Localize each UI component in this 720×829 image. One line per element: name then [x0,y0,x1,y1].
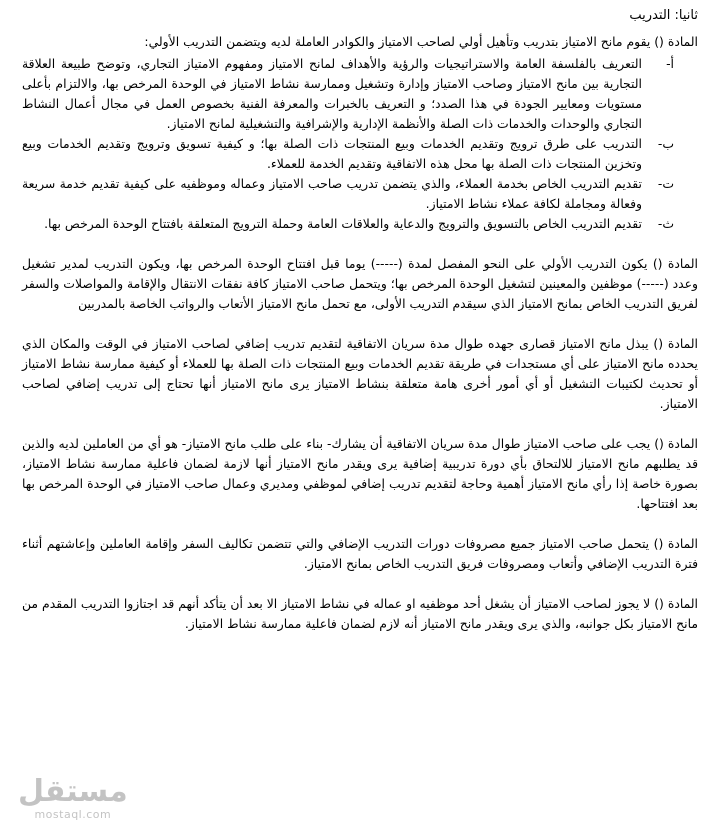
list-item [22,174,698,214]
section-heading: ثانيا: التدريب [629,8,698,23]
list-item [22,54,698,134]
article-paragraph: المادة () يكون التدريب الأولي على النحو المفصل لمدة (-----) يوما قبل افتتاح الوحدة المرخص بها، ويكون التدريب لمدير تشغيل وعدد (-----) موظفين والمعينين لتشغيل الوحدة المرخص بها؛ ويتحمل صاحب الامتياز كافة نفقات الانتقال والإقامة والمواصلات والسفر لفريق التدريب الخاص بمانح الامتياز الذي سيقدم التدريب الأولى، مع تحمل مانح الامتياز الأتعاب والرواتب الخاصة بالمدربين [22,256,698,311]
article-paragraph: المادة () لا يجوز لصاحب الامتياز أن يشغل أحد موظفيه او عماله في نشاط الامتياز الا بعد أن يتأكد أنهم قد اجتازوا التدريب المقدم من مانح الامتياز بكل جوانبه، والذي يرى ويقدر مانح الامتياز أنه لازم لضمان فاعلية ممارسة نشاط الامتياز. [22,596,698,631]
article-paragraph: المادة () يتحمل صاحب الامتياز جميع مصروفات دورات التدريب الإضافي والتي تتضمن تكاليف السفر وإقامة العاملين وإعاشتهم أثناء فترة التدريب الإضافي وأتعاب ومصروفات فريق التدريب الخاص بمانح الامتياز. [22,536,698,571]
watermark-logo: مستقل [18,774,128,809]
list-item-text: التدريب على طرق ترويج وتقديم الخدمات وبيع المنتجات ذات الصلة بها؛ و كيفية تسويق وترويج وتقديم الخدمات وبيع وتخزين المنتجات ذات الصلة بها محل هذه الاتفاقية وتقديم الخدمة للعملاء. [22,136,642,171]
watermark-url: mostaql.com [34,808,112,821]
article-paragraph: المادة () يبذل مانح الامتياز قصارى جهده طوال مدة سريان الاتفاقية لتقديم تدريب إضافي لصاحب الامتياز في الوقت والمكان الذي يحدده مانح الامتياز على أي مستجدات في طريقة تقديم الخدمات وبيع المنتجات ذات الصلة بها للعملاء أو كيفية ممارسة نشاط الامتياز أو تحديث لكتيبات التشغيل أو أي أمور أخرى هامة متعلقة بنشاط الامتياز يرى مانح الامتياز أنها تحتاج إلى تدريب إضافي لصاحب الامتياز. [22,336,698,411]
article-1-intro: المادة () يقوم مانح الامتياز بتدريب وتأهيل أولي لصاحب الامتياز والكوادر العاملة لديه ويتضمن التدريب الأولي: [144,34,698,49]
list-item [22,214,698,234]
mostaql-watermark [18,775,128,821]
list-item-text: تقديم التدريب الخاص بخدمة العملاء، والذي يتضمن تدريب صاحب الامتياز وعماله وموظفيه على كيفية تقديم خدمة سريعة وفعالة ومجاملة لكافة عملاء نشاط الامتياز. [22,176,642,211]
list-marker: ت- [657,176,674,191]
list-marker: ب- [657,136,674,151]
list-item-text: التعريف بالفلسفة العامة والاستراتيجيات والرؤية والأهداف لمانح الامتياز ومفهوم الامتياز التجاري، وتوضح طبيعة العلاقة التجارية بين مانح الامتياز وصاحب الامتياز وإدارة وتشغيل وممارسة نشاط الامتياز في الوحدة المرخص بها، والالتزام بأعلى مستويات ومعايير الجودة في هذا الصدد؛ و التعريف بالخبرات والمعرفة الفنية بخصوص العمل في مجال أعمال النشاط التجاري والوحدات والخدمات ذات الصلة والأنظمة الإدارية والإشرافية والتشغيلية لمانح الامتياز. [22,56,642,131]
article-1-list [22,54,698,234]
article-paragraph: المادة () يجب على صاحب الامتياز طوال مدة سريان الاتفاقية أن يشارك- بناء على طلب مانح الامتياز- هو أي من العاملين لديه والذين قد يطلبهم مانح الامتياز للالتحاق بأي دورة تدريبية إضافية يرى ويقدر مانح الامتياز أنها لازمة لضمان فاعلية ممارسة نشاط الامتياز، بصورة خاصة إذا رأي مانح الامتياز أهمية وحاجة لتقديم تدريب إضافي لموظفي ومديري وعمال صاحب الامتياز في الوحدة المرخص بها بعد افتتاحها. [22,436,698,511]
list-marker: أ- [666,56,674,71]
list-item [22,134,698,174]
list-marker: ث- [657,216,674,231]
list-item-text: تقديم التدريب الخاص بالتسويق والترويج والدعاية والعلاقات العامة وحملة الترويج المتعلقة بافتتاح الوحدة المرخص بها. [44,216,642,231]
